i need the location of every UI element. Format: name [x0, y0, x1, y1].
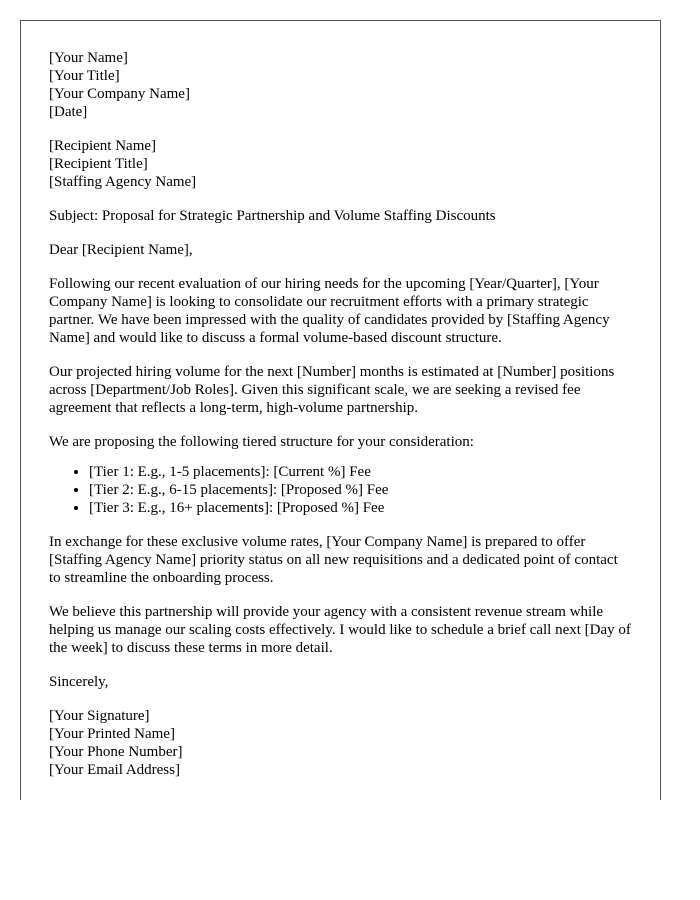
signature-line: [Your Signature] — [49, 708, 150, 724]
recipient-block — [49, 137, 632, 191]
subject-line: Subject: Proposal for Strategic Partnership and Volume Staffing Discounts — [49, 208, 496, 224]
recipient-title: [Recipient Title] — [49, 156, 148, 172]
sender-block — [49, 49, 632, 121]
recipient-name: [Recipient Name] — [49, 138, 157, 154]
paragraph-intro: Following our recent evaluation of our hiring needs for the upcoming [Year/Quarter], [Your Company Name] is looking to consolidate our recruitment efforts with a primary strategic partner. We have been impressed with the quality of candidates provided by [Staffing Agency Name] and would like to discuss a formal volume-based discount structure. — [49, 276, 610, 346]
tier-list — [49, 463, 632, 517]
signature-block — [49, 707, 632, 779]
letter-date: [Date] — [49, 104, 88, 120]
sender-name: [Your Name] — [49, 50, 128, 66]
sender-title: [Your Title] — [49, 68, 120, 84]
recipient-agency: [Staffing Agency Name] — [49, 174, 197, 190]
email-address: [Your Email Address] — [49, 762, 180, 778]
closing: Sincerely, — [49, 674, 109, 690]
tier-item: • [Tier 3: E.g., 16+ placements]: [Proposed %] Fee — [89, 499, 632, 517]
salutation: Dear [Recipient Name], — [49, 242, 193, 258]
paragraph-proposal: We are proposing the following tiered structure for your consideration: — [49, 434, 474, 450]
paragraph-volume: Our projected hiring volume for the next [Number] months is estimated at [Number] positions across [Department/Job Roles]. Given this significant scale, we are seeking a revised fee agreement that reflects a long-term, high-volume partnership. — [49, 364, 615, 416]
tier-item: • [Tier 1: E.g., 1-5 placements]: [Current %] Fee — [89, 463, 632, 481]
printed-name: [Your Printed Name] — [49, 726, 175, 742]
tier-item: • [Tier 2: E.g., 6-15 placements]: [Proposed %] Fee — [89, 481, 632, 499]
letter-page — [20, 20, 661, 800]
sender-company: [Your Company Name] — [49, 86, 190, 102]
paragraph-exchange: In exchange for these exclusive volume rates, [Your Company Name] is prepared to offer [Staffing Agency Name] priority status on all new requisitions and a dedicated point of contact to streamline the onboarding process. — [49, 534, 618, 586]
phone-number: [Your Phone Number] — [49, 744, 183, 760]
paragraph-closing-remarks: We believe this partnership will provide your agency with a consistent revenue stream while helping us manage our scaling costs effectively. I would like to schedule a brief call next [Day of the week] to discuss these terms in more detail. — [49, 604, 631, 656]
